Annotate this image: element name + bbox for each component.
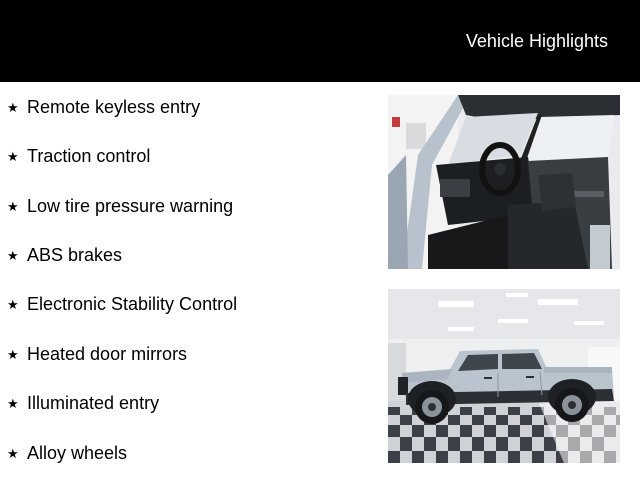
feature-label: Illuminated entry xyxy=(27,392,160,413)
truck-side-profile-photo xyxy=(388,289,620,463)
star-icon: ★ xyxy=(7,296,19,312)
list-item xyxy=(7,243,122,267)
feature-label: Electronic Stability Control xyxy=(27,293,238,314)
list-item xyxy=(7,95,200,119)
star-icon: ★ xyxy=(7,148,19,164)
list-item xyxy=(7,441,127,465)
feature-label: ABS brakes xyxy=(27,244,123,265)
feature-label: Remote keyless entry xyxy=(27,96,201,117)
feature-label: Alloy wheels xyxy=(27,442,128,463)
star-icon: ★ xyxy=(7,445,19,461)
star-icon: ★ xyxy=(7,247,19,263)
list-item xyxy=(7,391,159,415)
list-item xyxy=(7,292,237,316)
star-icon: ★ xyxy=(7,395,19,411)
star-icon: ★ xyxy=(7,198,19,214)
list-item xyxy=(7,194,233,218)
feature-label: Heated door mirrors xyxy=(27,343,188,364)
truck-interior-photo xyxy=(388,95,620,269)
header-bar xyxy=(0,0,640,82)
list-item xyxy=(7,342,187,366)
star-icon: ★ xyxy=(7,99,19,115)
list-item xyxy=(7,144,150,168)
star-icon: ★ xyxy=(7,346,19,362)
page-title: Vehicle Highlights xyxy=(465,31,608,51)
feature-label: Traction control xyxy=(27,145,151,166)
feature-label: Low tire pressure warning xyxy=(27,195,234,216)
